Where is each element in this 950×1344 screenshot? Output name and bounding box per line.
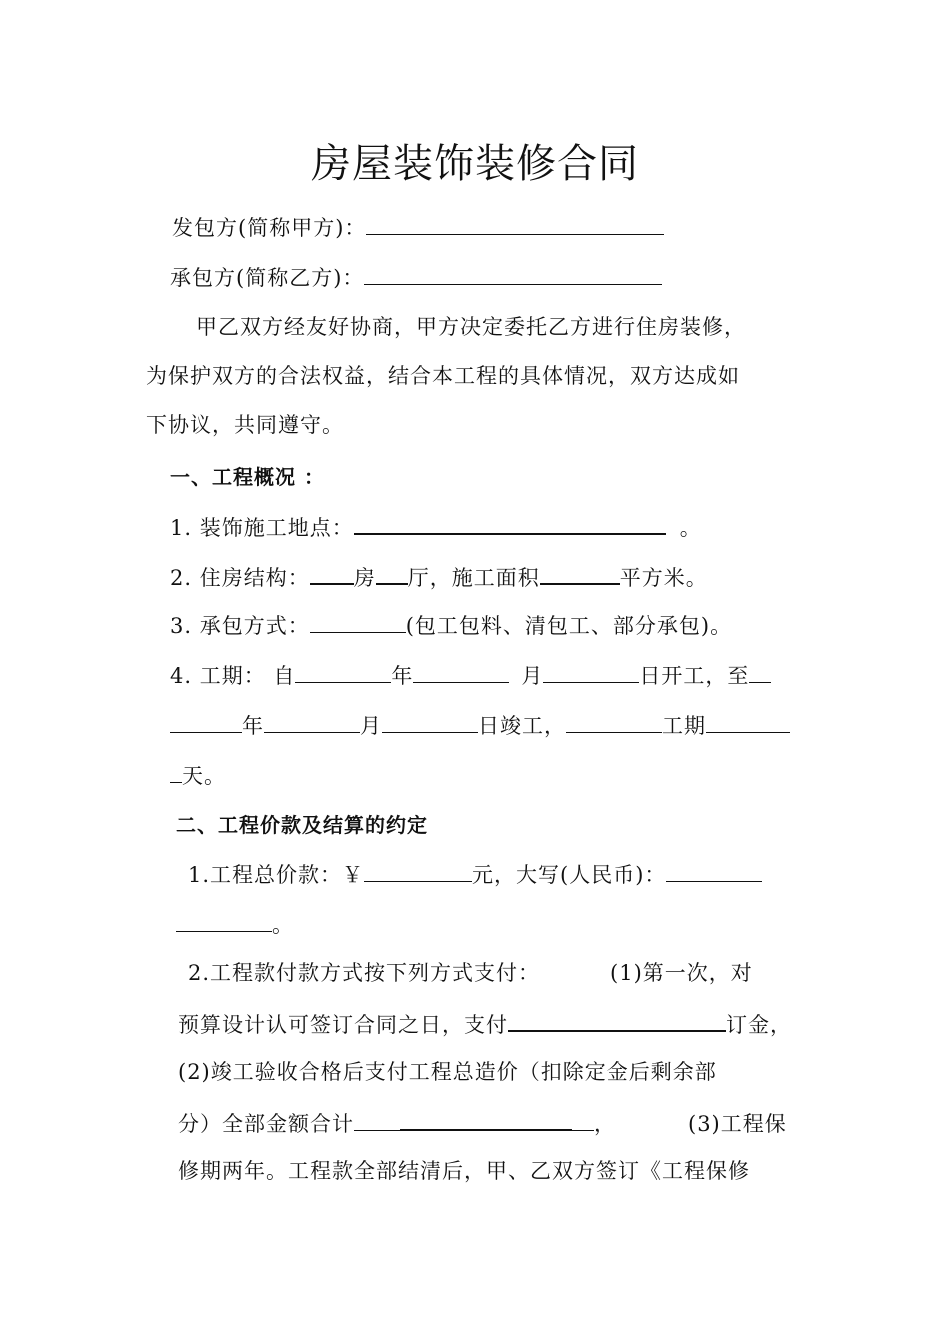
s1-item-3: [170, 610, 732, 641]
s1-item-3-label: 3. 承包方式：: [170, 614, 310, 638]
start-day-label: 日开工，至: [639, 664, 750, 688]
rooms-blank[interactable]: [310, 561, 354, 585]
remaining-suffix: ，: [594, 1112, 616, 1136]
intro-line-3: 下协议，共同遵守。: [146, 413, 344, 437]
party-a-label: 发包方(简称甲方)：: [172, 216, 367, 240]
end-month-label: 月: [360, 714, 382, 738]
start-year-blank[interactable]: [295, 660, 391, 683]
deposit-blank[interactable]: [508, 1008, 726, 1032]
s2-item-2-line-4: [178, 1107, 787, 1139]
s1-item-4: [170, 660, 771, 691]
party-a-blank[interactable]: [366, 212, 664, 235]
s2-item-2-line-2: [178, 1008, 792, 1040]
period-blank-a[interactable]: [566, 710, 662, 733]
s2-item-1: [188, 859, 762, 890]
party-b-blank[interactable]: [364, 262, 662, 285]
s2-item-1-end: 。: [272, 913, 294, 937]
end-date-blank-a[interactable]: [749, 660, 771, 683]
price-words-blank[interactable]: [666, 859, 762, 882]
party-a-line: [172, 212, 664, 243]
document-title: 房屋装饰装修合同: [311, 141, 639, 187]
total-price-blank[interactable]: [364, 859, 472, 882]
start-day-blank[interactable]: [543, 660, 639, 683]
warranty-label: (3)工程保: [688, 1112, 787, 1136]
end-day-blank[interactable]: [382, 710, 478, 733]
s1-unit-label: 平方米。: [619, 566, 708, 590]
s1-room-label: 房: [353, 566, 376, 590]
period-label: 工期: [662, 714, 706, 738]
start-month-label: 月: [521, 664, 544, 688]
party-b-line: [170, 262, 662, 293]
days-label: 天。: [182, 764, 226, 788]
remaining-blank-c[interactable]: [572, 1108, 594, 1131]
s1-item-3-suffix: (包工包料、清包工、部分承包)。: [405, 614, 733, 638]
s1-item-4-label: 4. 工期： 自: [170, 664, 296, 688]
remaining-blank-a[interactable]: [354, 1108, 400, 1131]
s1-item-4-cont: [170, 710, 790, 741]
payment-first-label: (1)第一次，对: [610, 961, 753, 985]
end-year-blank[interactable]: [170, 710, 242, 733]
s2-item-1-label: 1.工程总价款：￥: [188, 863, 365, 887]
section-1-heading: 一、工程概况 ：: [170, 465, 325, 489]
s1-item-1-label: 1. 装饰施工地点：: [170, 516, 354, 540]
remaining-label: 分）全部金额合计: [178, 1112, 354, 1136]
s2-item-1-cont: [176, 909, 294, 940]
deposit-suffix: 订金，: [726, 1013, 792, 1037]
halls-blank[interactable]: [376, 561, 408, 585]
period-days-blank[interactable]: [706, 710, 790, 733]
yuan-label: 元，大写(人民币)：: [472, 863, 667, 887]
end-day-label: 日竣工，: [478, 714, 566, 738]
s2-item-2-line-3: (2)竣工验收合格后支付工程总造价（扣除定金后剩余部: [178, 1060, 717, 1084]
s1-item-2: [170, 561, 708, 593]
intro-line-1: 甲乙双方经友好协商，甲方决定委托乙方进行住房装修，: [196, 315, 746, 339]
s1-item-2-label: 2. 住房结构：: [170, 566, 310, 590]
price-words-blank-cont[interactable]: [176, 909, 272, 932]
s2-item-2-line-5: 修期两年。工程款全部结清后，甲、乙双方签订《工程保修: [178, 1159, 750, 1183]
section-2-heading: 二、工程价款及结算的约定: [176, 813, 428, 837]
remaining-blank-b[interactable]: [400, 1107, 572, 1131]
start-month-blank[interactable]: [413, 660, 509, 683]
intro-line-2: 为保护双方的合法权益，结合本工程的具体情况，双方达成如: [146, 364, 740, 388]
s1-item-1: [170, 511, 702, 543]
start-year-label: 年: [391, 664, 414, 688]
s1-item-4-end: [170, 760, 226, 791]
payment-method-label: 2.工程款付款方式按下列方式支付：: [188, 961, 541, 985]
deposit-label: 预算设计认可签订合同之日，支付: [178, 1013, 508, 1037]
s1-hall-label: 厅，施工面积: [407, 566, 540, 590]
s1-item-1-suffix: 。: [679, 516, 702, 540]
end-month-blank[interactable]: [264, 710, 360, 733]
area-blank[interactable]: [540, 561, 620, 585]
period-days-blank-tail[interactable]: [170, 760, 182, 783]
end-year-label: 年: [242, 714, 264, 738]
party-b-label: 承包方(简称乙方)：: [170, 266, 365, 290]
contract-mode-blank[interactable]: [310, 610, 406, 633]
s2-item-2-line-1: [188, 958, 753, 988]
site-address-blank[interactable]: [354, 511, 666, 535]
